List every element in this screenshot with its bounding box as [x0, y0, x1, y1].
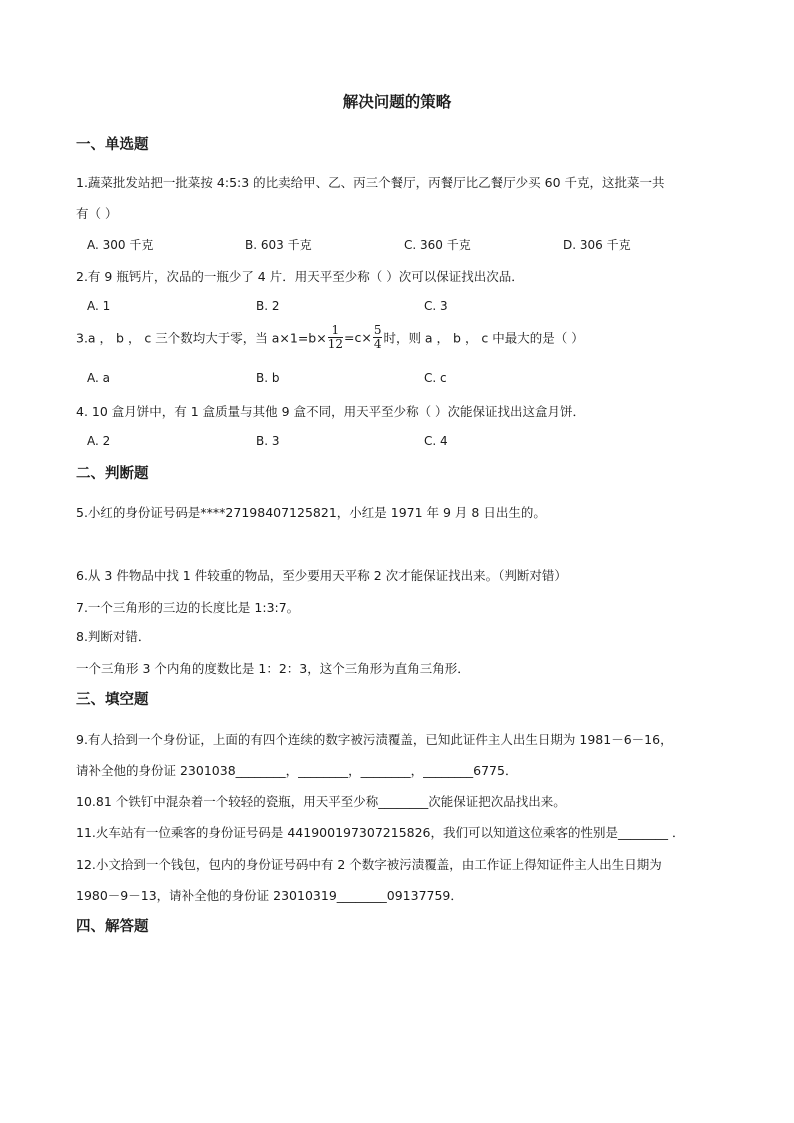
question-2-option-c: C. 3 — [424, 299, 448, 313]
question-9-line-2: 请补全他的身份证 2301038________，________，________，________6775． — [76, 763, 518, 778]
question-2-option-b: B. 2 — [256, 299, 280, 313]
question-4-option-c: C. 4 — [424, 434, 448, 448]
fraction-2-numerator: 5 — [373, 323, 382, 337]
question-2-text: 2.有 9 瓶钙片，次品的一瓶少了 4 片．用天平至少称（ ）次可以保证找出次品． — [76, 269, 524, 284]
question-12-line-2: 1980－9－13，请补全他的身份证 23010319________09137759． — [76, 888, 463, 903]
question-1-option-d: D. 306 千克 — [563, 238, 631, 252]
section-heading-true-false: 二、判断题 — [76, 466, 149, 482]
section-heading-single-choice: 一、单选题 — [76, 137, 149, 153]
fraction-1-denominator: 12 — [327, 337, 343, 351]
question-12-line-1: 12.小文拾到一个钱包，包内的身份证号码中有 2 个数字被污渍覆盖，由工作证上得知证件主人出生日期为 — [76, 857, 662, 872]
question-2-option-a: A. 1 — [87, 299, 111, 313]
question-1-option-b: B. 603 千克 — [245, 238, 312, 252]
question-4-option-a: A. 2 — [87, 434, 111, 448]
fraction-5-4 — [373, 324, 383, 351]
question-11-text: 11.火车站有一位乘客的身份证号码是 441900197307215826，我们可以知道这位乘客的性别是________ ． — [76, 825, 685, 840]
question-8-line-1: 8.判断对错． — [76, 629, 151, 644]
question-3-option-b: B. b — [256, 371, 280, 385]
question-3-suffix: 时，则 a ， b ， c 中最大的是（ ） — [383, 330, 584, 346]
fraction-2-denominator: 4 — [373, 337, 382, 351]
question-1-line-2: 有（ ） — [76, 206, 118, 221]
question-3-mid: =c× — [343, 330, 372, 345]
fraction-1-12 — [328, 324, 343, 351]
question-6-text: 6.从 3 件物品中找 1 件较重的物品，至少要用天平称 2 次才能保证找出来。（判断对错） — [76, 568, 567, 583]
question-3-prefix: 3.a ， b ， c 三个数均大于零，当 a×1=b× — [76, 330, 327, 346]
page-title: 解决问题的策略 — [342, 93, 452, 111]
section-heading-fill-in: 三、填空题 — [76, 692, 149, 708]
question-1-option-c: C. 360 千克 — [404, 238, 471, 252]
question-4-option-b: B. 3 — [256, 434, 280, 448]
question-4-text: 4. 10 盒月饼中，有 1 盒质量与其他 9 盒不同，用天平至少称（ ）次能保证找出这盒月饼． — [76, 404, 586, 419]
question-10-text: 10.81 个铁钉中混杂着一个较轻的瓷瓶，用天平至少称________次能保证把次品找出来。 — [76, 794, 566, 809]
question-5-text: 5.小红的身份证号码是****27198407125821，小红是 1971 年 9 月 8 日出生的。 — [76, 505, 546, 520]
question-7-text: 7.一个三角形的三边的长度比是 1:3:7。 — [76, 600, 300, 615]
question-9-line-1: 9.有人拾到一个身份证，上面的有四个连续的数字被污渍覆盖，已知此证件主人出生日期为 1981－6－16， — [76, 732, 673, 747]
fraction-1-numerator: 1 — [328, 324, 343, 338]
question-3-text — [76, 324, 584, 351]
question-8-line-2: 一个三角形 3 个内角的度数比是 1：2：3，这个三角形为直角三角形． — [76, 661, 470, 676]
question-1-option-a: A. 300 千克 — [87, 238, 154, 252]
question-3-option-c: C. c — [424, 371, 447, 385]
question-3-option-a: A. a — [87, 371, 110, 385]
question-1-line-1: 1.蔬菜批发站把一批菜按 4:5:3 的比卖给甲、乙、丙三个餐厅，丙餐厅比乙餐厅少买 60 千克，这批菜一共 — [76, 175, 665, 190]
section-heading-problem-solving: 四、解答题 — [76, 919, 149, 935]
